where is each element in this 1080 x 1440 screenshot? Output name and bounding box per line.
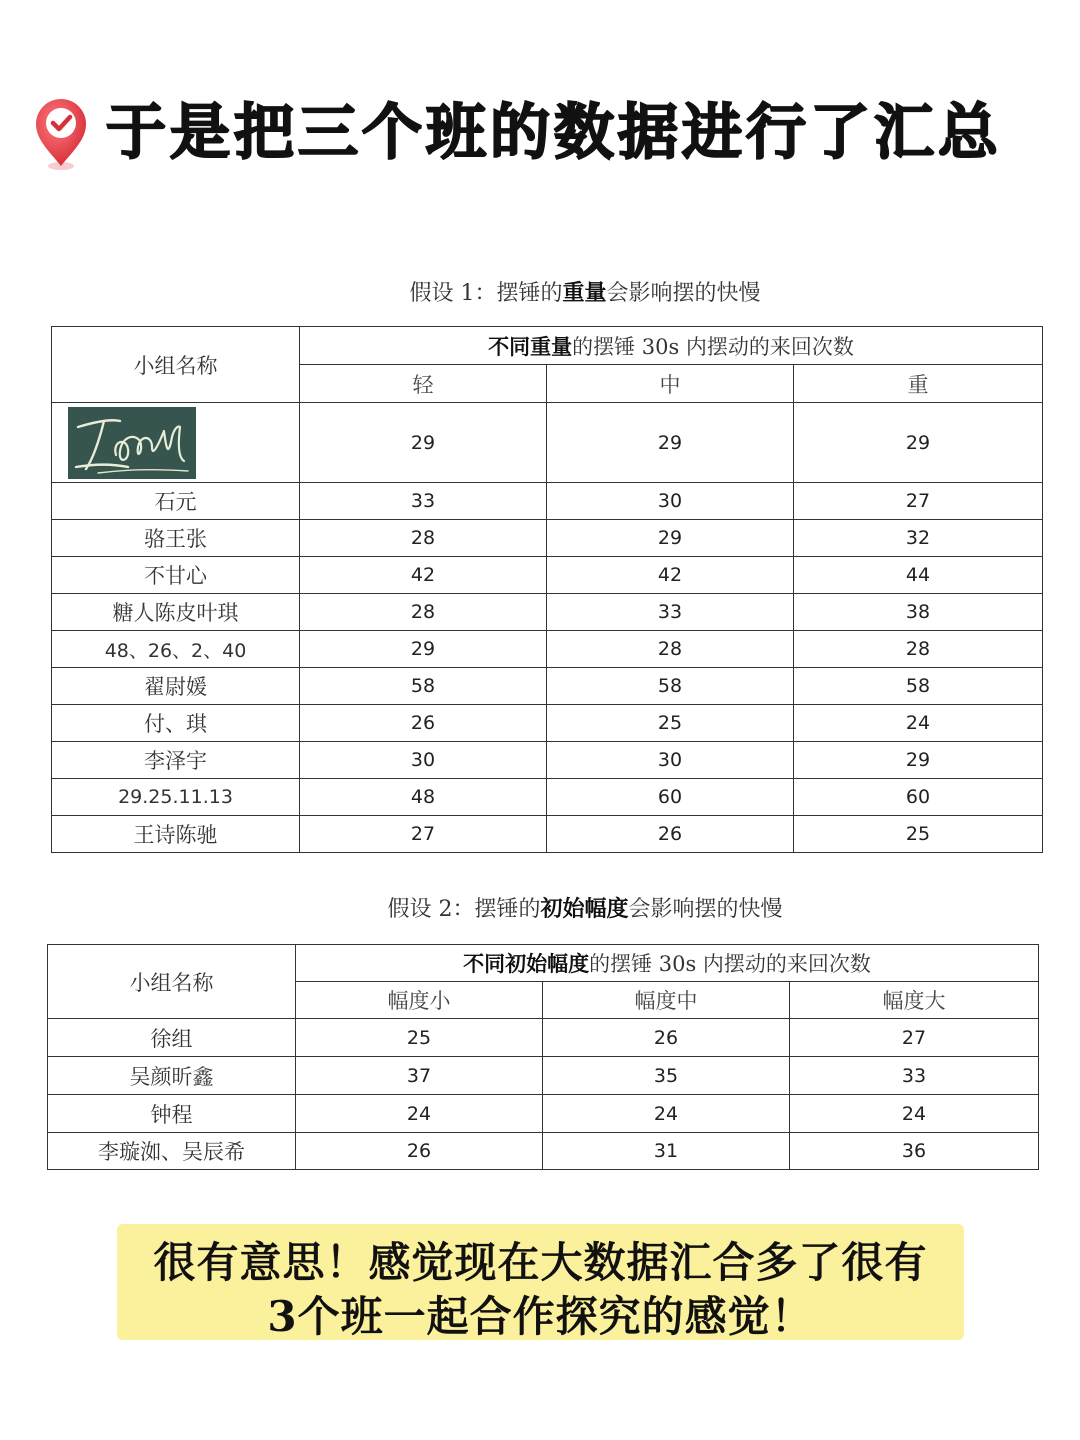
table-cell: 58 <box>547 668 794 705</box>
table-cell: 58 <box>794 668 1043 705</box>
table-row <box>52 520 1043 557</box>
column-header-small-amplitude: 幅度小 <box>296 982 543 1019</box>
handwritten-signature-image <box>68 407 196 479</box>
weight-table <box>51 326 1043 853</box>
table-cell: 44 <box>794 557 1043 594</box>
table-cell: 33 <box>790 1057 1039 1095</box>
column-header-medium: 中 <box>547 365 794 403</box>
table-cell: 25 <box>547 705 794 742</box>
comment-banner <box>117 1224 964 1340</box>
table-row <box>52 483 1043 520</box>
table-cell: 26 <box>543 1019 790 1057</box>
table-row <box>52 594 1043 631</box>
column-header-light: 轻 <box>300 365 547 403</box>
column-header-heavy: 重 <box>794 365 1043 403</box>
group-name-cell: 骆王张 <box>52 520 300 557</box>
table-cell: 33 <box>300 483 547 520</box>
table-cell: 30 <box>547 483 794 520</box>
table-cell: 26 <box>547 816 794 853</box>
table-cell: 24 <box>794 705 1043 742</box>
table-row <box>52 668 1043 705</box>
table-main-header: 不同重量的摆锤 30s 内摆动的来回次数 <box>300 327 1043 365</box>
group-name-cell: 48、26、2、40 <box>52 631 300 668</box>
group-name-cell: 糖人陈皮叶琪 <box>52 594 300 631</box>
table-row <box>52 705 1043 742</box>
table-cell: 36 <box>790 1133 1039 1170</box>
table-row <box>52 779 1043 816</box>
group-name-cell: 李泽宇 <box>52 742 300 779</box>
table-cell: 30 <box>547 742 794 779</box>
group-name-cell: 29.25.11.13 <box>52 779 300 816</box>
group-name-cell: 徐组 <box>48 1019 296 1057</box>
table-cell: 24 <box>296 1095 543 1133</box>
hypothesis1-caption: 假设 1：摆锤的重量会影响摆的快慢 <box>409 280 761 306</box>
table-cell: 42 <box>547 557 794 594</box>
table-row <box>52 631 1043 668</box>
amplitude-table <box>47 944 1039 1170</box>
table-cell: 37 <box>296 1057 543 1095</box>
group-name-cell: 不甘心 <box>52 557 300 594</box>
table-cell: 29 <box>300 631 547 668</box>
table-cell: 28 <box>547 631 794 668</box>
table-cell: 28 <box>300 594 547 631</box>
table-cell: 29 <box>300 403 547 483</box>
hypothesis2-caption: 假设 2：摆锤的初始幅度会影响摆的快慢 <box>387 896 783 922</box>
table-row <box>48 1133 1039 1170</box>
table-cell: 27 <box>794 483 1043 520</box>
map-pin-check-icon <box>32 94 90 172</box>
group-name-cell: 王诗陈驰 <box>52 816 300 853</box>
table-row <box>48 1057 1039 1095</box>
table-cell: 28 <box>794 631 1043 668</box>
table-cell: 38 <box>794 594 1043 631</box>
signature-cell <box>52 403 300 483</box>
banner-line-2: 3个班一起合作探究的感觉！ <box>267 1292 814 1341</box>
table-cell: 26 <box>296 1133 543 1170</box>
table-row <box>48 1095 1039 1133</box>
table-row <box>52 816 1043 853</box>
banner-line-1: 很有意思！感觉现在大数据汇合多了很有 <box>153 1238 928 1287</box>
table-cell: 26 <box>300 705 547 742</box>
table-cell: 30 <box>300 742 547 779</box>
column-header-medium-amplitude: 幅度中 <box>543 982 790 1019</box>
table-cell: 24 <box>543 1095 790 1133</box>
table-cell: 32 <box>794 520 1043 557</box>
column-header-large-amplitude: 幅度大 <box>790 982 1039 1019</box>
table-cell: 25 <box>296 1019 543 1057</box>
group-name-cell: 石元 <box>52 483 300 520</box>
group-name-cell: 吴颜昕鑫 <box>48 1057 296 1095</box>
table-row <box>52 557 1043 594</box>
group-name-header: 小组名称 <box>52 327 300 403</box>
table-cell: 24 <box>790 1095 1039 1133</box>
group-name-header: 小组名称 <box>48 945 296 1019</box>
table-cell: 33 <box>547 594 794 631</box>
table-cell: 27 <box>790 1019 1039 1057</box>
table-cell: 29 <box>547 520 794 557</box>
table-cell: 42 <box>300 557 547 594</box>
page-title: 于是把三个班的数据进行了汇总 <box>106 98 1002 168</box>
table-row <box>52 742 1043 779</box>
table-row <box>48 1019 1039 1057</box>
table-cell: 28 <box>300 520 547 557</box>
group-name-cell: 付、琪 <box>52 705 300 742</box>
table-cell: 31 <box>543 1133 790 1170</box>
table-row <box>52 403 1043 483</box>
page-heading <box>32 88 1062 178</box>
table-cell: 29 <box>794 403 1043 483</box>
table-cell: 35 <box>543 1057 790 1095</box>
group-name-cell: 李璇洳、吴辰希 <box>48 1133 296 1170</box>
table-cell: 48 <box>300 779 547 816</box>
table-cell: 27 <box>300 816 547 853</box>
table-cell: 58 <box>300 668 547 705</box>
table-cell: 25 <box>794 816 1043 853</box>
table-cell: 29 <box>794 742 1043 779</box>
table-main-header: 不同初始幅度的摆锤 30s 内摆动的来回次数 <box>296 945 1039 982</box>
group-name-cell: 翟尉媛 <box>52 668 300 705</box>
table-cell: 60 <box>794 779 1043 816</box>
group-name-cell: 钟程 <box>48 1095 296 1133</box>
table-cell: 29 <box>547 403 794 483</box>
table-cell: 60 <box>547 779 794 816</box>
